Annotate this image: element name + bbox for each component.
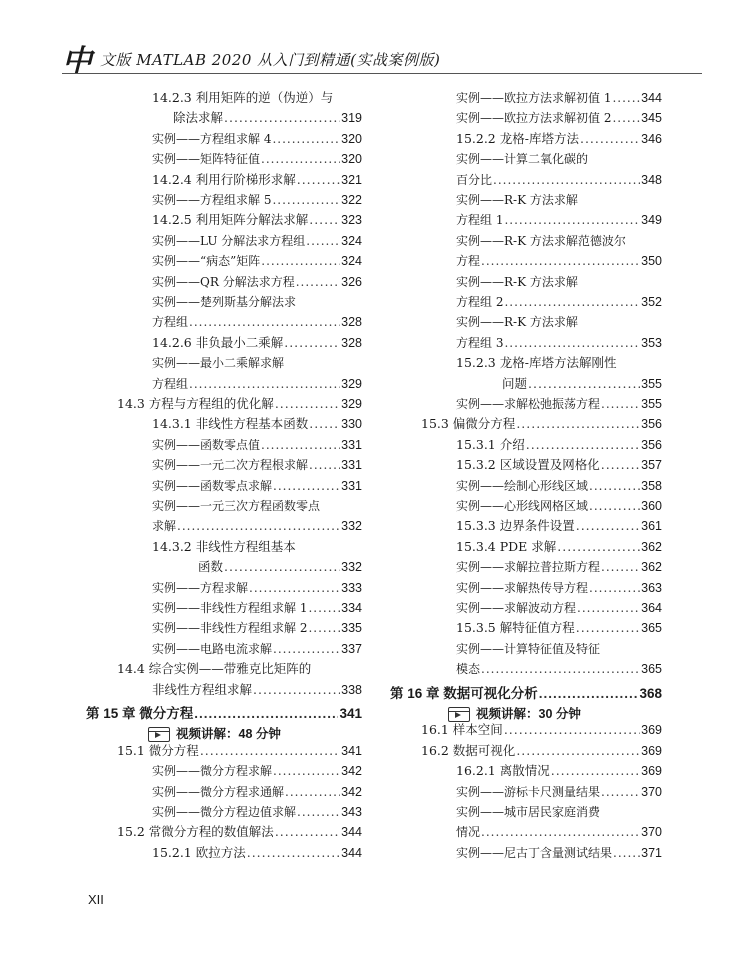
entry-title: 实例——绘制心形线区域 bbox=[456, 478, 589, 493]
entry-page-number: 330 bbox=[341, 417, 362, 432]
entry-title: 15.3.4 PDE 求解 bbox=[456, 538, 557, 554]
example-entry bbox=[152, 618, 362, 638]
section-entry bbox=[456, 516, 662, 536]
entry-page-number: 332 bbox=[341, 519, 362, 534]
entry-title: 14.2.6 非负最小二乘解 bbox=[152, 334, 284, 350]
entry-page-number: 349 bbox=[641, 213, 662, 228]
dot-leader bbox=[275, 394, 340, 414]
entry-page-number: 355 bbox=[641, 397, 662, 411]
entry-page-number: 357 bbox=[641, 458, 662, 473]
entry-page-number: 368 bbox=[639, 685, 662, 701]
entry-title: 16.2 数据可视化 bbox=[421, 742, 516, 758]
entry-page-number: 342 bbox=[341, 764, 362, 779]
section-entry bbox=[421, 741, 662, 761]
entry-page-number: 369 bbox=[641, 723, 662, 738]
dot-leader bbox=[551, 761, 640, 781]
video-duration: 视频讲解：48 分钟 bbox=[176, 727, 281, 742]
entry-title: 实例——微分方程边值求解 bbox=[152, 805, 297, 819]
example-entry bbox=[152, 190, 362, 210]
section-entry bbox=[152, 537, 296, 557]
entry-title: 实例——电路电流求解 bbox=[152, 641, 273, 656]
example-entry bbox=[456, 802, 600, 822]
header-rule bbox=[62, 73, 702, 74]
entry-page-number: 324 bbox=[341, 233, 362, 248]
entry-page-number: 344 bbox=[341, 825, 362, 840]
example-entry bbox=[456, 231, 626, 251]
dot-leader bbox=[576, 618, 640, 638]
entry-title: 14.2.3 利用矩阵的逆（伪逆）与 bbox=[152, 90, 334, 105]
dot-leader bbox=[261, 251, 340, 271]
dot-leader bbox=[308, 618, 340, 638]
entry-title: 实例——求解松弛振荡方程 bbox=[456, 397, 601, 411]
dot-leader bbox=[580, 129, 640, 149]
entry-title: 16.1 样本空间 bbox=[421, 722, 503, 738]
example-entry bbox=[152, 149, 362, 169]
entry-title: 方程组 bbox=[152, 376, 189, 391]
entry-page-number: 329 bbox=[341, 376, 362, 391]
example-entry bbox=[152, 782, 362, 802]
section-entry bbox=[456, 537, 662, 557]
header-title: 文版 MATLAB 2020 从入门到精通(实战案例版) bbox=[100, 51, 441, 69]
entry-page-number: 333 bbox=[341, 580, 362, 595]
example-entry bbox=[456, 476, 662, 496]
dot-leader bbox=[272, 190, 340, 210]
example-entry bbox=[456, 88, 662, 108]
entry-page-number: 362 bbox=[641, 539, 662, 554]
dot-leader bbox=[272, 129, 340, 149]
entry-title: 实例——矩阵特征值 bbox=[152, 152, 261, 167]
entry-page-number: 356 bbox=[641, 437, 662, 452]
entry-page-number: 341 bbox=[341, 743, 362, 758]
dot-leader bbox=[194, 704, 338, 724]
entry-page-number: 344 bbox=[641, 91, 662, 105]
entry-title: 实例——方程组求解 4 bbox=[152, 131, 272, 146]
entry-title: 实例——心形线网格区域 bbox=[456, 499, 589, 513]
dot-leader bbox=[297, 170, 340, 190]
video-icon bbox=[148, 727, 170, 742]
dot-leader bbox=[297, 802, 340, 822]
entry-title: 模态 bbox=[456, 662, 481, 677]
dot-leader bbox=[261, 149, 340, 169]
entry-page-number: 331 bbox=[341, 478, 362, 493]
dot-leader bbox=[613, 843, 640, 863]
entry-title: 实例——R-K 方法求解范德波尔 bbox=[456, 233, 626, 248]
section-entry bbox=[456, 129, 662, 149]
entry-page-number: 328 bbox=[341, 335, 362, 350]
section-entry bbox=[198, 557, 362, 577]
entry-title: 15.2.3 龙格-库塔方法解刚性 bbox=[456, 355, 617, 371]
entry-title: 14.3.2 非线性方程组基本 bbox=[152, 538, 296, 554]
entry-title: 实例——微分方程求通解 bbox=[152, 784, 285, 799]
entry-page-number: 329 bbox=[341, 397, 362, 411]
entry-page-number: 343 bbox=[341, 805, 362, 819]
entry-page-number: 342 bbox=[341, 784, 362, 799]
entry-title: 实例——“病态”矩阵 bbox=[152, 254, 261, 269]
entry-title: 实例——函数零点求解 bbox=[152, 478, 273, 493]
entry-title: 15.3.1 介绍 bbox=[456, 436, 525, 452]
example-entry bbox=[456, 578, 662, 598]
entry-title: 非线性方程组求解 bbox=[152, 681, 253, 697]
section-entry bbox=[456, 435, 662, 455]
example-entry bbox=[152, 251, 362, 271]
example-entry bbox=[456, 598, 662, 618]
dot-leader bbox=[224, 108, 340, 128]
dot-leader bbox=[481, 251, 640, 271]
example-entry bbox=[456, 822, 662, 842]
example-entry bbox=[456, 843, 662, 863]
section-entry bbox=[152, 414, 362, 434]
entry-page-number: 328 bbox=[341, 315, 362, 330]
dot-leader bbox=[249, 578, 340, 598]
dot-leader bbox=[539, 684, 639, 704]
dot-leader bbox=[273, 639, 340, 659]
dot-leader bbox=[309, 414, 340, 434]
dot-leader bbox=[528, 374, 640, 394]
entry-title: 实例——R-K 方法求解 bbox=[456, 274, 578, 289]
entry-page-number: 360 bbox=[641, 499, 662, 513]
entry-title: 14.3 方程与方程组的优化解 bbox=[117, 396, 274, 411]
dot-leader bbox=[601, 557, 640, 577]
example-entry bbox=[152, 312, 362, 332]
entry-title: 15.2.2 龙格-库塔方法 bbox=[456, 130, 579, 146]
chapter-entry bbox=[390, 684, 662, 704]
entry-page-number: 320 bbox=[341, 131, 362, 146]
dot-leader bbox=[273, 476, 340, 496]
entry-title: 实例——一元三次方程函数零点 bbox=[152, 499, 321, 513]
entry-title: 15.3.2 区域设置及网格化 bbox=[456, 457, 600, 473]
entry-page-number: 371 bbox=[641, 845, 662, 860]
entry-page-number: 369 bbox=[641, 764, 662, 779]
entry-page-number: 324 bbox=[341, 254, 362, 269]
entry-page-number: 363 bbox=[641, 580, 662, 595]
entry-page-number: 322 bbox=[341, 193, 362, 207]
dot-leader bbox=[516, 741, 640, 761]
example-entry bbox=[456, 496, 662, 516]
example-entry bbox=[456, 272, 578, 292]
dot-leader bbox=[504, 720, 640, 740]
entry-title: 实例——非线性方程组求解 1 bbox=[152, 601, 308, 615]
example-entry bbox=[152, 353, 284, 373]
example-entry bbox=[456, 170, 662, 190]
dot-leader bbox=[273, 761, 340, 781]
entry-title: 实例——LU 分解法求方程组 bbox=[152, 233, 306, 248]
dot-leader bbox=[275, 822, 340, 842]
dot-leader bbox=[589, 476, 640, 496]
dot-leader bbox=[200, 741, 340, 761]
entry-title: 实例——方程求解 bbox=[152, 580, 249, 595]
entry-page-number: 326 bbox=[341, 274, 362, 289]
section-entry bbox=[456, 353, 616, 373]
entry-title: 实例——尼古丁含量测试结果 bbox=[456, 845, 613, 860]
entry-title: 14.2.5 利用矩阵分解法求解 bbox=[152, 212, 309, 228]
dot-leader bbox=[308, 598, 340, 618]
dot-leader bbox=[504, 292, 640, 312]
entry-title: 实例——城市居民家庭消费 bbox=[456, 805, 601, 819]
dot-leader bbox=[306, 231, 340, 251]
running-header bbox=[62, 42, 702, 79]
entry-page-number: 320 bbox=[341, 152, 362, 167]
example-entry bbox=[152, 231, 362, 251]
example-entry bbox=[456, 190, 578, 210]
dot-leader bbox=[493, 170, 640, 190]
entry-title: 方程组 3 bbox=[456, 335, 504, 350]
section-entry bbox=[456, 618, 662, 638]
entry-title: 14.3.1 非线性方程基本函数 bbox=[152, 416, 309, 432]
example-entry bbox=[152, 598, 362, 618]
entry-title: 15.2 常微分方程的数值解法 bbox=[117, 824, 274, 840]
dot-leader bbox=[481, 822, 640, 842]
example-entry bbox=[152, 129, 362, 149]
entry-page-number: 369 bbox=[641, 743, 662, 758]
example-entry bbox=[152, 272, 362, 292]
video-duration: 视频讲解：30 分钟 bbox=[476, 707, 581, 721]
entry-title: 14.2.4 利用行阶梯形求解 bbox=[152, 171, 296, 187]
example-entry bbox=[152, 476, 362, 496]
dot-leader bbox=[309, 455, 340, 475]
dot-leader bbox=[224, 557, 340, 577]
entry-page-number: 362 bbox=[641, 560, 662, 575]
dot-leader bbox=[589, 578, 640, 598]
example-entry bbox=[456, 149, 588, 169]
entry-title: 实例——求解热传导方程 bbox=[456, 580, 589, 595]
entry-title: 求解 bbox=[152, 519, 177, 534]
entry-page-number: 337 bbox=[341, 641, 362, 656]
entry-page-number: 353 bbox=[641, 335, 662, 350]
example-entry bbox=[456, 639, 600, 659]
example-entry bbox=[456, 557, 662, 577]
dot-leader bbox=[177, 516, 340, 536]
entry-title: 函数 bbox=[198, 559, 224, 575]
entry-page-number: 356 bbox=[641, 417, 662, 432]
entry-page-number: 331 bbox=[341, 437, 362, 452]
section-entry bbox=[152, 88, 333, 108]
dot-leader bbox=[285, 782, 340, 802]
entry-title: 15.3 偏微分方程 bbox=[421, 416, 516, 432]
example-entry bbox=[152, 578, 362, 598]
section-entry bbox=[152, 333, 362, 353]
entry-page-number: 365 bbox=[641, 662, 662, 677]
page-number: XII bbox=[88, 892, 104, 907]
section-entry bbox=[152, 680, 362, 700]
example-entry bbox=[456, 108, 662, 128]
dot-leader bbox=[576, 516, 640, 536]
entry-title: 实例——欧拉方法求解初值 2 bbox=[456, 111, 612, 126]
example-entry bbox=[456, 251, 662, 271]
entry-page-number: 364 bbox=[641, 601, 662, 615]
example-entry bbox=[456, 782, 662, 802]
dot-leader bbox=[247, 843, 340, 863]
entry-title: 16.2.1 离散情况 bbox=[456, 763, 550, 779]
entry-page-number: 338 bbox=[341, 682, 362, 697]
entry-page-number: 352 bbox=[641, 295, 662, 309]
dot-leader bbox=[284, 333, 340, 353]
entry-title: 实例——R-K 方法求解 bbox=[456, 193, 578, 207]
section-entry bbox=[456, 455, 662, 475]
entry-page-number: 341 bbox=[339, 706, 362, 721]
example-entry bbox=[152, 435, 362, 455]
section-entry bbox=[117, 659, 311, 679]
entry-title: 实例——计算二氧化碳的 bbox=[456, 152, 589, 167]
entry-title: 实例——求解波动方程 bbox=[456, 601, 577, 615]
dot-leader bbox=[189, 374, 340, 394]
entry-page-number: 321 bbox=[341, 172, 362, 187]
dot-leader bbox=[601, 394, 640, 414]
entry-title: 百分比 bbox=[456, 172, 493, 187]
entry-page-number: 346 bbox=[641, 131, 662, 146]
entry-page-number: 361 bbox=[641, 519, 662, 534]
entry-title: 实例——欧拉方法求解初值 1 bbox=[456, 91, 612, 105]
entry-page-number: 319 bbox=[341, 111, 362, 126]
entry-page-number: 334 bbox=[341, 601, 362, 615]
entry-title: 14.4 综合实例——带雅克比矩阵的 bbox=[117, 661, 312, 677]
dot-leader bbox=[577, 598, 640, 618]
example-entry bbox=[152, 516, 362, 536]
example-entry bbox=[456, 292, 662, 312]
entry-title: 实例——楚列斯基分解法求 bbox=[152, 295, 297, 309]
entry-title: 15.3.5 解特征值方程 bbox=[456, 620, 575, 636]
entry-title: 实例——计算特征值及特征 bbox=[456, 641, 601, 656]
entry-title: 方程 bbox=[456, 254, 481, 269]
dot-leader bbox=[526, 435, 640, 455]
entry-title: 实例——游标卡尺测量结果 bbox=[456, 784, 601, 799]
entry-title: 实例——微分方程求解 bbox=[152, 764, 273, 779]
dot-leader bbox=[296, 272, 340, 292]
header-logo-char: 中 bbox=[62, 44, 90, 79]
dot-leader bbox=[601, 782, 640, 802]
entry-page-number: 358 bbox=[641, 478, 662, 493]
example-entry bbox=[456, 659, 662, 679]
entry-title: 实例——R-K 方法求解 bbox=[456, 315, 578, 330]
section-entry bbox=[502, 374, 662, 394]
entry-page-number: 355 bbox=[641, 376, 662, 391]
entry-title: 第 16 章 数据可视化分析 bbox=[390, 685, 538, 701]
entry-title: 问题 bbox=[502, 375, 528, 391]
dot-leader bbox=[589, 496, 640, 516]
entry-page-number: 335 bbox=[341, 621, 362, 636]
dot-leader bbox=[557, 537, 640, 557]
dot-leader bbox=[504, 210, 640, 230]
entry-page-number: 350 bbox=[641, 254, 662, 269]
example-entry bbox=[152, 374, 362, 394]
section-entry bbox=[117, 822, 362, 842]
section-entry bbox=[152, 843, 362, 863]
dot-leader bbox=[253, 680, 340, 700]
section-entry bbox=[152, 210, 362, 230]
example-entry bbox=[152, 802, 362, 822]
section-entry bbox=[421, 720, 662, 740]
video-icon bbox=[448, 707, 470, 722]
example-entry bbox=[152, 639, 362, 659]
entry-title: 第 15 章 微分方程 bbox=[86, 706, 194, 721]
dot-leader bbox=[481, 659, 640, 679]
example-entry bbox=[456, 394, 662, 414]
dot-leader bbox=[189, 312, 340, 332]
dot-leader bbox=[504, 333, 640, 353]
section-entry bbox=[456, 761, 662, 781]
entry-page-number: 365 bbox=[641, 621, 662, 636]
section-entry bbox=[421, 414, 662, 434]
entry-page-number: 332 bbox=[341, 560, 362, 575]
example-entry bbox=[152, 455, 362, 475]
entry-title: 实例——非线性方程组求解 2 bbox=[152, 621, 308, 636]
example-entry bbox=[456, 312, 578, 332]
entry-page-number: 345 bbox=[641, 111, 662, 126]
dot-leader bbox=[612, 108, 640, 128]
entry-title: 实例——函数零点值 bbox=[152, 437, 261, 452]
entry-page-number: 331 bbox=[341, 458, 362, 473]
dot-leader bbox=[309, 210, 340, 230]
chapter-entry bbox=[86, 704, 362, 724]
entry-title: 15.3.3 边界条件设置 bbox=[456, 518, 575, 534]
dot-leader bbox=[601, 455, 640, 475]
example-entry bbox=[456, 333, 662, 353]
section-entry bbox=[173, 108, 362, 128]
entry-title: 方程组 bbox=[152, 315, 189, 330]
entry-page-number: 370 bbox=[641, 825, 662, 840]
dot-leader bbox=[261, 435, 340, 455]
entry-page-number: 323 bbox=[341, 213, 362, 228]
entry-title: 15.2.1 欧拉方法 bbox=[152, 844, 246, 860]
entry-page-number: 344 bbox=[341, 845, 362, 860]
dot-leader bbox=[612, 88, 640, 108]
entry-title: 实例——求解拉普拉斯方程 bbox=[456, 560, 601, 575]
entry-title: 实例——最小二乘解求解 bbox=[152, 356, 285, 371]
entry-title: 实例——方程组求解 5 bbox=[152, 193, 272, 207]
entry-page-number: 348 bbox=[641, 172, 662, 187]
entry-title: 方程组 1 bbox=[456, 213, 504, 228]
entry-page-number: 370 bbox=[641, 784, 662, 799]
section-entry bbox=[117, 394, 362, 414]
section-entry bbox=[117, 741, 362, 761]
entry-title: 实例——QR 分解法求方程 bbox=[152, 274, 295, 289]
example-entry bbox=[152, 761, 362, 781]
entry-title: 方程组 2 bbox=[456, 295, 504, 309]
example-entry bbox=[456, 210, 662, 230]
example-entry bbox=[152, 496, 320, 516]
entry-title: 除法求解 bbox=[173, 110, 224, 126]
dot-leader bbox=[516, 414, 640, 434]
entry-title: 实例——一元二次方程根求解 bbox=[152, 458, 309, 473]
entry-title: 15.1 微分方程 bbox=[117, 742, 199, 758]
example-entry bbox=[152, 292, 296, 312]
entry-title: 情况 bbox=[456, 825, 481, 840]
section-entry bbox=[152, 170, 362, 190]
